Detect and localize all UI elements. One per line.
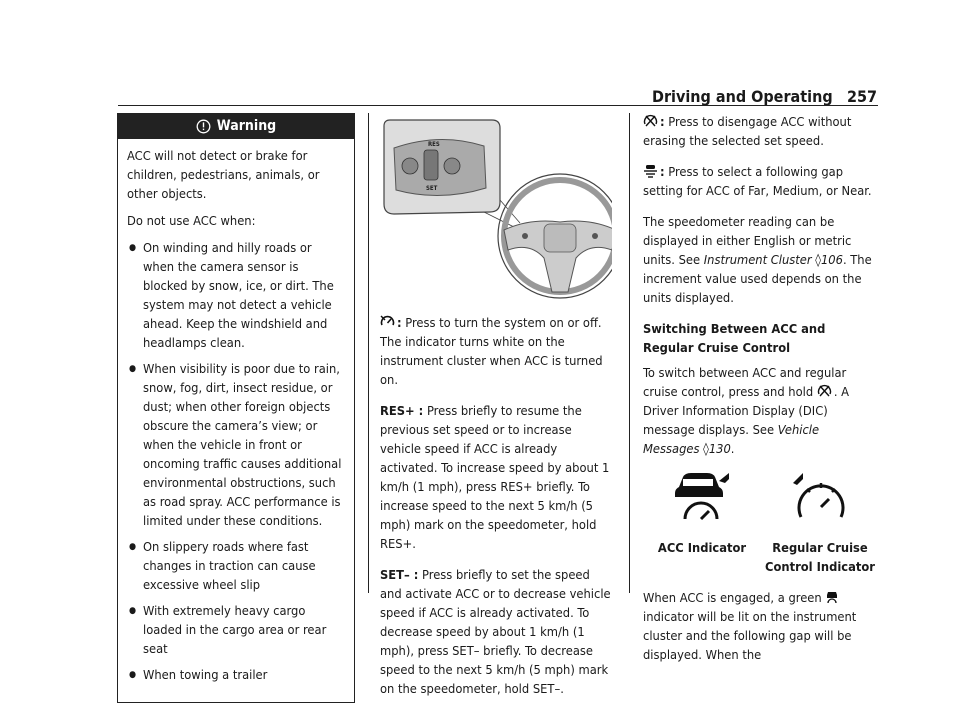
warning-lead: Do not use ACC when: [127, 214, 256, 229]
set-label: SET– : [380, 568, 419, 583]
warning-bullet: ● On slippery roads where fast changes in traction can cause excessive wheel slip [127, 538, 346, 595]
cancel-paragraph [643, 113, 879, 151]
cancel-sep: : [660, 115, 665, 130]
engaged-text-1: When ACC is engaged, a green [643, 591, 822, 606]
column-divider [629, 113, 630, 593]
cruise-cancel-icon [643, 114, 658, 128]
warning-intro: ACC will not detect or brake for children, pedestrians, animals, or other objects. [127, 149, 320, 202]
section-title: Driving and Operating [652, 86, 833, 106]
onoff-paragraph [380, 314, 612, 390]
warning-bullet: ● With extremely heavy cargo loaded in the cargo area or rear seat [127, 602, 346, 659]
engaged-text-2: indicator will be lit on the instrument cluster and the following gap will be displayed. When the [643, 610, 857, 663]
onoff-text: Press to turn the system on or off. The indicator turns white on the instrument cluster when ACC is turned on. [380, 316, 603, 388]
vehicle-messages-link[interactable]: Vehicle Messages [643, 423, 820, 457]
cruise-cancel-icon [817, 384, 832, 398]
regular-cruise-indicator-label: Regular Cruise Control Indicator [765, 541, 875, 575]
switch-text-2: . A Driver Information Display (DIC) message displays. See [643, 385, 849, 438]
warning-title: Warning [216, 118, 277, 134]
res-paragraph [380, 402, 612, 554]
column-left [117, 113, 355, 703]
set-text: Press briefly to set the speed and activate ACC or to decrease vehicle speed if ACC is already activated. To decrease speed by about 1 km/h (1 mph), press SET– briefly. To decrease speed to the next 5 km/h (5 mph) mark on the speedometer, hold SET–. [380, 568, 611, 697]
gap-text: Press to select a following gap setting for ACC of Far, Medium, or Near. [643, 165, 872, 199]
gap-sep: : [660, 165, 665, 180]
column-divider [368, 113, 369, 593]
acc-indicator-figure [643, 471, 761, 577]
acc-vehicle-icon [825, 590, 839, 604]
set-paragraph [380, 566, 612, 699]
regular-cruise-indicator-icon [789, 471, 851, 525]
warning-bullet: ● When visibility is poor due to rain, snow, fog, dirt, insect residue, or dust; when other foreign objects obscure the camera’s view; or when the vehicle in front or oncoming traffic causes additional environmental obstructions, such as road spray. ACC performance is limited under these conditions. [127, 360, 346, 531]
onoff-sep: : [397, 316, 402, 331]
warning-icon [196, 119, 211, 134]
figure-label-res: RES [428, 141, 440, 148]
steering-wheel-figure [380, 118, 612, 304]
res-label: RES+ : [380, 404, 424, 419]
column-middle [380, 113, 612, 711]
res-text: Press briefly to resume the previous set speed or to increase vehicle speed if ACC is already activated. To increase speed by about 1 km/h (1 mph), press RES+ briefly. To increase speed to the next 5 km/h (5 mph) mark on the speedometer, hold RES+. [380, 404, 610, 552]
ref-symbol: ◊ [815, 253, 821, 268]
acc-indicator-label: ACC Indicator [657, 541, 747, 556]
switch-paragraph [643, 364, 879, 459]
cancel-text: Press to disengage ACC without erasing the selected set speed. [643, 115, 852, 149]
indicator-row [643, 471, 879, 577]
warning-bullet: ● On winding and hilly roads or when the camera sensor is blocked by snow, ice, or dirt. The system may not detect a vehicle ahead. Keep the windshield and headlamps clean. [127, 239, 346, 353]
page-number: 257 [846, 86, 877, 106]
warning-list [127, 239, 346, 685]
header-rule [118, 105, 878, 106]
engaged-paragraph [643, 589, 879, 665]
cruise-onoff-icon [380, 315, 395, 329]
regular-cruise-indicator-figure [761, 471, 879, 577]
column-right [643, 113, 879, 677]
switch-heading: Switching Between ACC and Regular Cruise Control [643, 322, 826, 356]
speedo-text-2: . The increment value used depends on the units displayed. [643, 253, 872, 306]
figure-label-set: SET [426, 185, 438, 192]
switch-end: . [730, 442, 735, 457]
warning-body [118, 139, 354, 702]
warning-bullet: ● When towing a trailer [127, 666, 346, 685]
steering-wheel-illustration [380, 118, 612, 304]
warning-box [117, 113, 355, 703]
instrument-cluster-link[interactable]: Instrument Cluster [703, 253, 812, 268]
instrument-cluster-page-ref[interactable]: 106 [820, 253, 843, 268]
speedo-text-1: The speedometer reading can be displayed in either English or metric units. See [643, 215, 852, 268]
switch-text-1: To switch between ACC and regular cruise control, press and hold [643, 366, 847, 400]
vehicle-messages-page-ref[interactable]: 130 [708, 442, 731, 457]
following-gap-icon [643, 164, 658, 178]
warning-header [118, 114, 354, 139]
page-header [652, 86, 877, 106]
gap-paragraph [643, 163, 879, 201]
speedo-paragraph [643, 213, 879, 308]
acc-indicator-icon [671, 471, 733, 525]
ref-symbol: ◊ [703, 442, 709, 457]
